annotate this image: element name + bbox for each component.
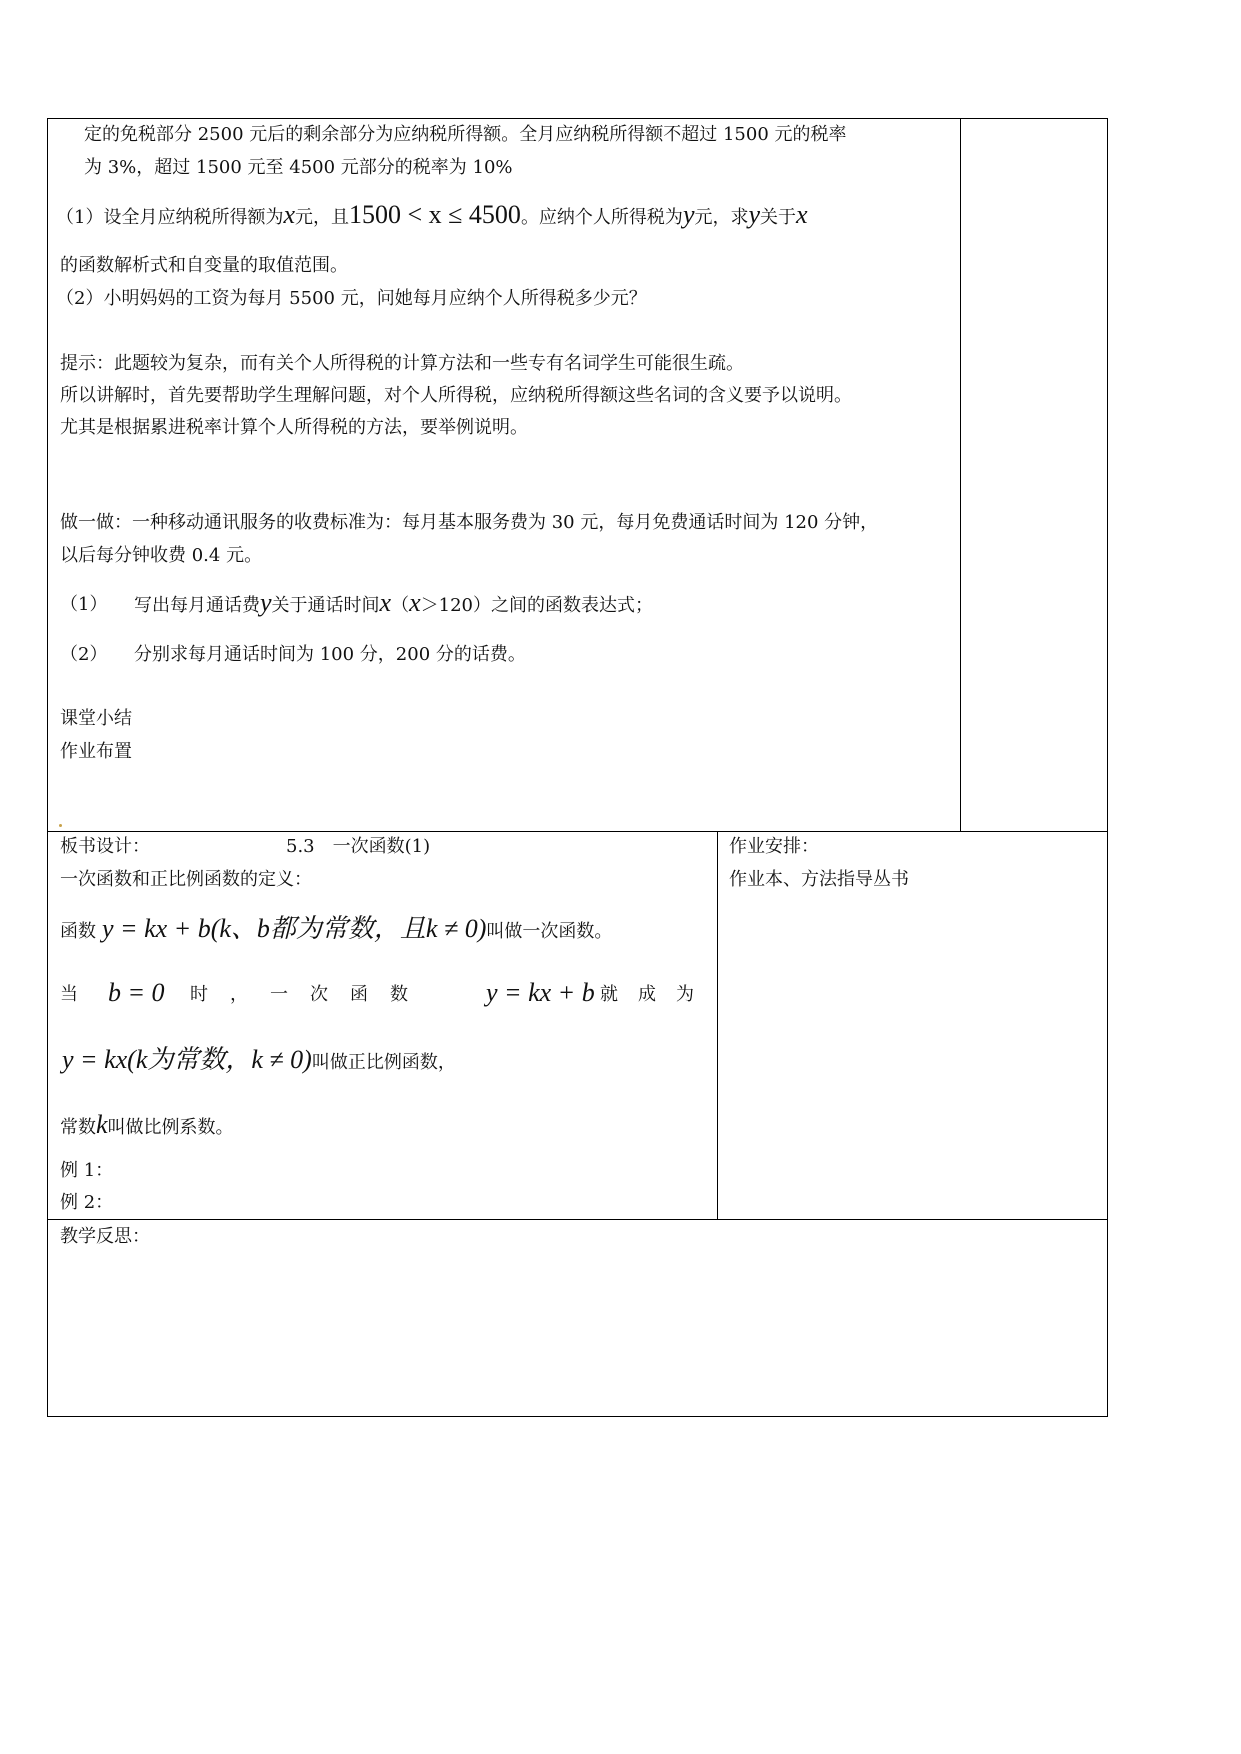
hint-line-2: 所以讲解时，首先要帮助学生理解问题，对个人所得税，应纳税所得额这些名词的含义要予以说明。 xyxy=(60,385,852,406)
homework-plan-content: 作业本、方法指导丛书 xyxy=(729,869,909,890)
income-inequality: 1500 < x ≤ 4500 xyxy=(349,200,521,229)
linear-function-formula-2: y = kx + b xyxy=(486,978,595,1007)
var-x-2: x xyxy=(796,200,808,229)
definition-heading: 一次函数和正比例函数的定义： xyxy=(60,869,312,890)
proportional-function-definition xyxy=(62,1044,456,1079)
b-equals-zero: b = 0 xyxy=(108,978,165,1007)
upper-column-divider xyxy=(960,118,961,831)
f1-prefix: 函数 xyxy=(60,921,96,942)
linear-function-definition xyxy=(60,913,612,948)
try-q1-c: （ xyxy=(391,595,410,616)
tax-q1-mid4: 关于 xyxy=(760,207,797,228)
f2-becomes: 就成为 xyxy=(600,984,714,1005)
board-design-label: 板书设计： xyxy=(60,836,150,857)
row-divider-board xyxy=(47,831,1108,832)
var-y-2: y xyxy=(748,200,761,229)
try-question-2: 分别求每月通话时间为 100 分，200 分的话费。 xyxy=(134,644,526,665)
tax-q1-mid3: 元，求 xyxy=(694,207,749,228)
tax-q1-mid1: 元，且 xyxy=(295,207,349,228)
tax-question-2: （2）小明妈妈的工资为每月 5500 元，问她每月应纳个人所得税多少元？ xyxy=(56,288,647,309)
row-divider-reflection xyxy=(47,1219,1108,1220)
tax-q1-prefix: （1）设全月应纳税所得额为 xyxy=(56,207,284,228)
f3-suffix: 叫做正比例函数， xyxy=(311,1052,456,1073)
f4-a: 常数 xyxy=(60,1117,96,1138)
var-y-3: y xyxy=(260,588,272,617)
tax-question-1-line-2: 的函数解析式和自变量的取值范围。 xyxy=(60,255,348,276)
tax-question-1 xyxy=(56,200,808,233)
try-q1-d: ＞120）之间的函数表达式； xyxy=(420,595,653,616)
table-left-border xyxy=(47,118,48,1417)
hint-line-1: 提示：此题较为复杂，而有关个人所得税的计算方法和一些专有名词学生可能很生疏。 xyxy=(60,353,744,374)
try-q1-b: 关于通话时间 xyxy=(271,595,380,616)
try-q1-a: 写出每月通话费 xyxy=(134,595,260,616)
var-y: y xyxy=(682,200,695,229)
teaching-reflection-label: 教学反思： xyxy=(60,1226,150,1247)
table-top-border xyxy=(47,118,1108,119)
f4-b: 叫做比例系数。 xyxy=(107,1117,234,1138)
f2-when: 当 xyxy=(60,984,78,1005)
tax-text-line-2: 为 3%，超过 1500 元至 4500 元部分的税率为 10% xyxy=(84,157,513,178)
try-question-1-num: （1） xyxy=(60,594,108,615)
f1-suffix: 叫做一次函数。 xyxy=(486,921,613,942)
f2-then: 时，一次函数 xyxy=(190,984,430,1005)
var-x: x xyxy=(283,200,295,229)
var-k: k xyxy=(96,1110,108,1139)
linear-function-formula: y = kx + b(k、b都为常数，且k ≠ 0) xyxy=(102,914,487,943)
var-x-3: x xyxy=(379,588,392,617)
try-question-1 xyxy=(134,588,653,621)
board-column-divider xyxy=(717,831,718,1219)
tax-q1-mid2: 。应纳个人所得税为 xyxy=(520,207,683,228)
coefficient-definition xyxy=(60,1110,234,1143)
homework-plan-label: 作业安排： xyxy=(729,836,819,857)
tax-text-line-1: 定的免税部分 2500 元后的剩余部分为应纳税所得额。全月应纳税所得额不超过 1500 元的税率 xyxy=(84,124,847,145)
hint-line-3: 尤其是根据累进税率计算个人所得税的方法，要举例说明。 xyxy=(60,417,528,438)
example-2: 例 2： xyxy=(60,1192,114,1213)
homework-assignment: 作业布置 xyxy=(60,741,132,762)
var-x-4: x xyxy=(409,588,421,617)
board-title: 5.3 一次函数(1) xyxy=(286,836,431,857)
table-bottom-border xyxy=(47,1416,1108,1417)
try-it-line-2: 以后每分钟收费 0.4 元。 xyxy=(60,545,263,566)
try-it-line-1: 做一做：一种移动通讯服务的收费标准为：每月基本服务费为 30 元，每月免费通话时间为 120 分钟， xyxy=(60,512,879,533)
try-question-2-num: （2） xyxy=(60,644,108,665)
proportional-function-formula: y = kx(k为常数，k ≠ 0) xyxy=(62,1045,312,1074)
table-right-border xyxy=(1107,118,1108,1417)
class-summary: 课堂小结 xyxy=(60,708,132,729)
stray-mark xyxy=(59,824,62,827)
example-1: 例 1： xyxy=(60,1160,114,1181)
